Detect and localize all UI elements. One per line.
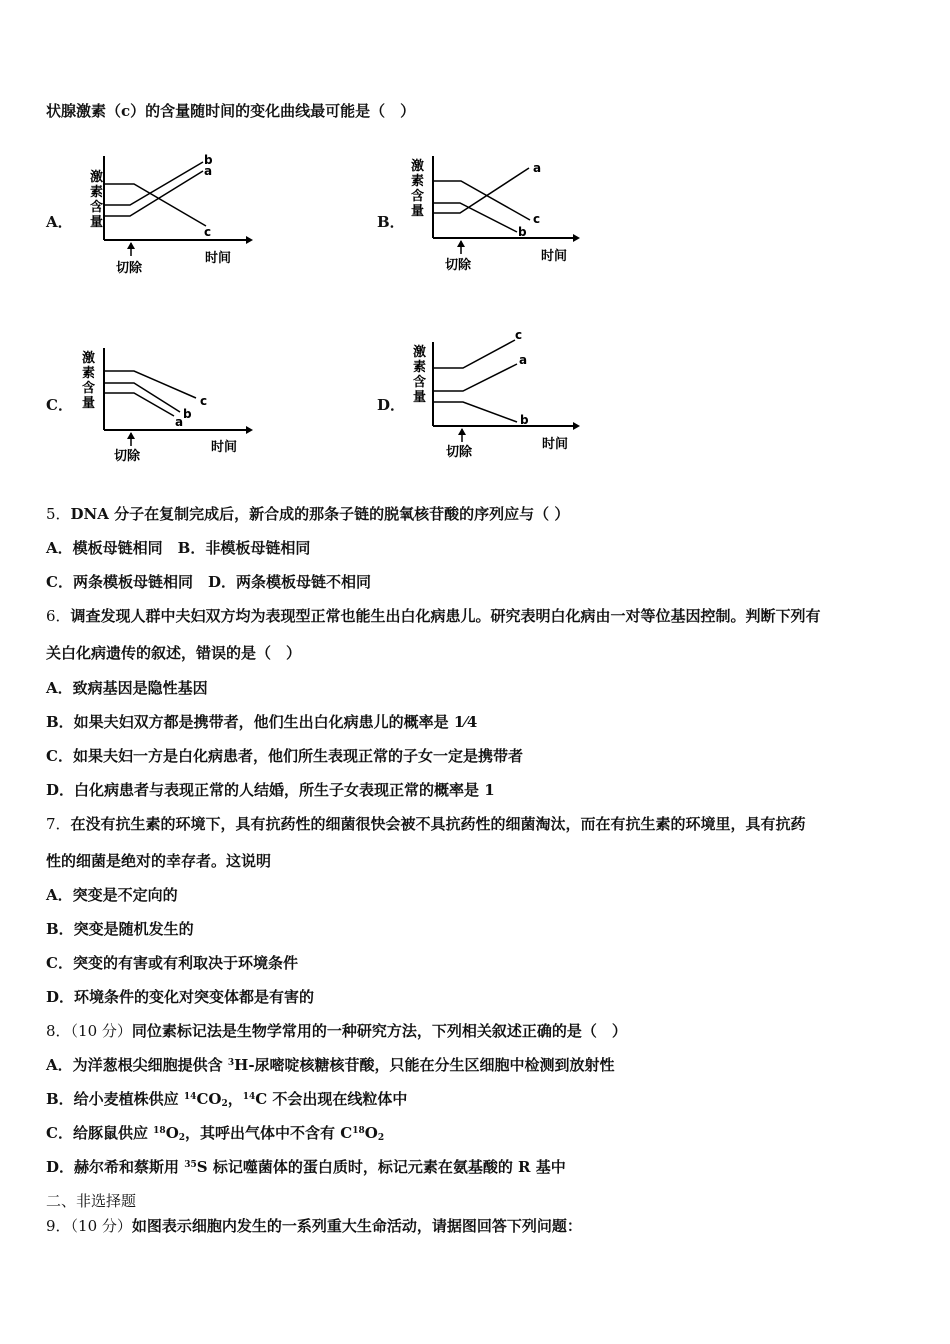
question-score: （10 分） bbox=[70, 1022, 132, 1040]
cut-arrow-head bbox=[457, 240, 465, 247]
x-axis-label: 时间 bbox=[541, 249, 568, 264]
option-c-label: C． bbox=[46, 396, 73, 414]
cut-label: 切除 bbox=[446, 445, 473, 460]
question-5-options-row1: A．模板母链相同 B．非模板母链相同 bbox=[46, 539, 311, 557]
curve-label: b bbox=[204, 153, 213, 167]
question-6-option-c: C．如果夫妇一方是白化病患者，他们所生表现正常的子女一定是携带者 bbox=[46, 747, 523, 765]
curve-label: a bbox=[204, 164, 213, 178]
question-7-option-b: B．突变是随机发生的 bbox=[46, 920, 194, 938]
y-axis-char: 激 bbox=[90, 170, 104, 185]
y-axis-char: 含 bbox=[411, 189, 425, 204]
y-axis-char: 素 bbox=[82, 366, 96, 381]
curve-a bbox=[104, 171, 203, 216]
section-heading: 二、非选择题 bbox=[46, 1192, 137, 1210]
graph-b bbox=[405, 148, 585, 282]
option-a-label: A． bbox=[46, 213, 73, 231]
cut-label: 切除 bbox=[116, 261, 143, 276]
curve-c bbox=[433, 340, 515, 368]
stem-text: 同位素标记法是生物学常用的一种研究方法，下列相关叙述正确的是（ ） bbox=[131, 1022, 627, 1040]
x-axis-label: 时间 bbox=[542, 437, 569, 452]
y-axis-char: 素 bbox=[413, 360, 427, 375]
x-axis-arrow bbox=[246, 236, 253, 244]
y-axis-char: 量 bbox=[82, 396, 96, 411]
curve-label: c bbox=[515, 328, 523, 342]
x-axis-arrow bbox=[573, 422, 580, 430]
question-number: 5． bbox=[46, 505, 71, 523]
question-7-stem bbox=[46, 814, 806, 834]
question-8-stem bbox=[46, 1021, 627, 1041]
x-axis-arrow bbox=[573, 234, 580, 242]
y-axis-char: 含 bbox=[90, 200, 104, 215]
curve-a bbox=[104, 393, 174, 416]
curve-label: a bbox=[519, 353, 528, 367]
stem-text: 调查发现人群中夫妇双方均为表现型正常也能生出白化病患儿。研究表明白化病由一对等位基因控制。判断下列有 bbox=[70, 607, 821, 625]
stem-text: DNA 分子在复制完成后，新合成的那条子链的脱氧核苷酸的序列应与（ ） bbox=[70, 505, 570, 523]
curve-b bbox=[433, 203, 517, 232]
question-8-option-b: B．给小麦植株供应 $^{14}CO_2$，$^{14}$C 不会出现在线粒体中 bbox=[46, 1090, 408, 1109]
question-6-option-a: A．致病基因是隐性基因 bbox=[46, 679, 208, 697]
curve-label: a bbox=[533, 161, 542, 175]
question-8-option-a: A．为洋葱根尖细胞提供含 $^3$H-尿嘧啶核糖核苷酸，只能在分生区细胞中检测到放射性 bbox=[46, 1056, 615, 1074]
y-axis-char: 激 bbox=[413, 345, 427, 360]
curve-label: c bbox=[204, 225, 212, 239]
question-7-stem-cont: 性的细菌是绝对的幸存者。这说明 bbox=[46, 852, 272, 870]
y-axis-char: 素 bbox=[90, 185, 104, 200]
y-axis-char: 激 bbox=[82, 351, 96, 366]
y-axis-char: 含 bbox=[413, 375, 427, 390]
y-axis-char: 含 bbox=[82, 381, 96, 396]
question-8-option-c: C．给豚鼠供应 $^{18}O_2$，其呼出气体中不含有 $C^{18}O_2$ bbox=[46, 1124, 385, 1143]
question-number: 9． bbox=[46, 1217, 71, 1235]
y-axis-char: 量 bbox=[90, 215, 104, 230]
cut-label: 切除 bbox=[445, 258, 472, 273]
question-number: 6． bbox=[46, 607, 71, 625]
graph-c bbox=[78, 336, 258, 470]
question-4-stem-tail: 状腺激素（c）的含量随时间的变化曲线最可能是（ ） bbox=[46, 102, 416, 120]
curve-label: b bbox=[520, 413, 529, 427]
y-axis-char: 量 bbox=[413, 390, 427, 405]
x-axis-label: 时间 bbox=[211, 440, 238, 455]
cut-arrow-head bbox=[127, 432, 135, 439]
cut-arrow-head bbox=[127, 242, 135, 249]
x-axis-arrow bbox=[246, 426, 253, 434]
question-number: 7． bbox=[46, 815, 71, 833]
question-score: （10 分） bbox=[70, 1217, 132, 1235]
y-axis-char: 素 bbox=[411, 174, 425, 189]
curve-a bbox=[433, 168, 529, 213]
question-7-option-a: A．突变是不定向的 bbox=[46, 886, 178, 904]
option-d-label: D． bbox=[377, 396, 406, 414]
graph-a bbox=[78, 148, 258, 282]
cut-arrow-head bbox=[458, 428, 466, 435]
y-axis-char: 激 bbox=[411, 159, 425, 174]
curve-label: c bbox=[533, 212, 541, 226]
option-b-label: B． bbox=[377, 213, 405, 231]
question-6-stem-cont: 关白化病遗传的叙述，错误的是（ ） bbox=[46, 644, 302, 662]
stem-text: 如图表示细胞内发生的一系列重大生命活动，请据图回答下列问题： bbox=[131, 1217, 582, 1235]
stem-text: 在没有抗生素的环境下，具有抗药性的细菌很快会被不具抗药性的细菌淘汰，而在有抗生素的环境里，具有抗药 bbox=[70, 815, 806, 833]
question-5-stem bbox=[46, 504, 569, 524]
curve-label: a bbox=[175, 415, 184, 429]
question-6-option-b: B．如果夫妇双方都是携带者，他们生出白化病患儿的概率是 1⁄4 bbox=[46, 713, 478, 731]
question-9-stem bbox=[46, 1216, 582, 1236]
question-6-option-d: D．白化病患者与表现正常的人结婚，所生子女表现正常的概率是 1 bbox=[46, 781, 495, 799]
curve-b bbox=[433, 402, 517, 422]
question-6-stem bbox=[46, 606, 821, 626]
question-8-option-d: D．赫尔希和蔡斯用 $^{35}$S 标记噬菌体的蛋白质时，标记元素在氨基酸的 R 基中 bbox=[46, 1158, 566, 1176]
curve-label: b bbox=[518, 225, 527, 239]
curve-label: b bbox=[183, 407, 192, 421]
question-7-option-c: C．突变的有害或有利取决于环境条件 bbox=[46, 954, 298, 972]
question-7-option-d: D．环境条件的变化对突变体都是有害的 bbox=[46, 988, 315, 1006]
y-axis-char: 量 bbox=[411, 204, 425, 219]
x-axis-label: 时间 bbox=[205, 251, 232, 266]
cut-label: 切除 bbox=[114, 449, 141, 464]
graph-d bbox=[405, 328, 585, 466]
question-number: 8． bbox=[46, 1022, 71, 1040]
curve-label: c bbox=[200, 394, 208, 408]
question-5-options-row2: C．两条模板母链相同 D．两条模板母链不相同 bbox=[46, 573, 371, 591]
